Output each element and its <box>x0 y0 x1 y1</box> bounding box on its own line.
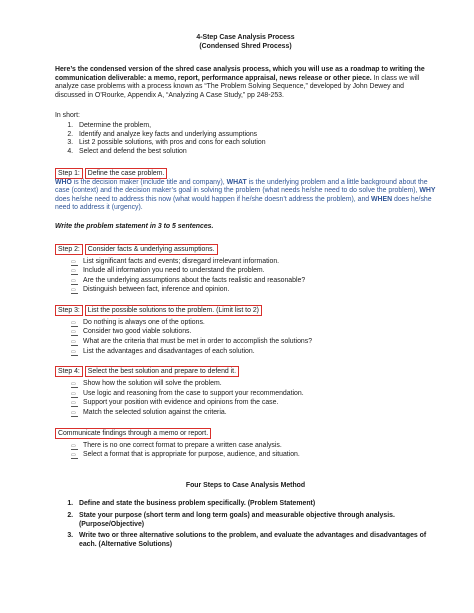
step3-bullets <box>55 319 436 356</box>
step3-text: List the possible solutions to the problem. (Limit list to 2) <box>85 305 262 316</box>
list-item <box>71 258 436 267</box>
list-item <box>71 390 436 399</box>
list-item <box>71 442 436 451</box>
keyboard-bullet-icon: ▭ <box>71 288 78 294</box>
in-short-list <box>55 122 436 156</box>
bullet-text: What are the criteria that must be met in order to accomplish the solutions? <box>83 338 313 346</box>
step1-heading <box>55 168 436 179</box>
when-text: does he/she need to address it (urgency). <box>55 195 432 212</box>
list-item <box>71 319 436 328</box>
why-text: does he/she need to address this now (what would happen if he/she doesn’t address the problem), and <box>55 195 372 203</box>
bullet-text: Do nothing is always one of the options. <box>83 318 205 326</box>
communicate-text: Communicate findings through a memo or report. <box>55 428 211 439</box>
bullet-text: Are the underlying assumptions about the facts realistic and reasonable? <box>83 276 306 284</box>
list-item <box>71 267 436 276</box>
step3-label: Step 3: <box>55 305 83 316</box>
bullet-text: List significant facts and events; disregard irrelevant information. <box>83 257 280 265</box>
why-keyword: WHY <box>419 187 436 195</box>
bullet-text: Match the selected solution against the criteria. <box>83 409 227 417</box>
keyboard-bullet-icon: ▭ <box>71 321 78 327</box>
communicate-bullets <box>55 442 436 460</box>
intro-bold: Here’s the condensed version of the shred case analysis process, which you will use as a roadmap to writing the communication deliverable: a memo, report, performance appraisal, news release or other piece. <box>55 66 425 82</box>
step1-label: Step 1: <box>55 168 83 179</box>
what-keyword: WHAT <box>226 178 247 186</box>
doc-subtitle: (Condensed Shred Process) <box>199 42 292 50</box>
bullet-text: List the advantages and disadvantages of each solution. <box>83 347 255 355</box>
communicate-heading <box>55 428 436 439</box>
intro-paragraph <box>55 66 436 100</box>
bullet-text: Include all information you need to understand the problem. <box>83 267 265 275</box>
step2-heading <box>55 244 436 255</box>
keyboard-bullet-icon: ▭ <box>71 260 78 266</box>
in-short-item: 3. List 2 possible solutions, with pros and cons for each solution <box>75 139 436 148</box>
list-item <box>71 399 436 408</box>
in-short-item: 1. Determine the problem, <box>75 122 436 131</box>
step2-bullets <box>55 258 436 295</box>
four-steps-item: 2. State your purpose (short term and long term goals) and measurable objective through analysis. (Purpose/Objective) <box>75 512 436 529</box>
keyboard-bullet-icon: ▭ <box>71 330 78 336</box>
four-steps-list <box>55 500 436 549</box>
keyboard-bullet-icon: ▭ <box>71 401 78 407</box>
keyboard-bullet-icon: ▭ <box>71 269 78 275</box>
bullet-text: Select a format that is appropriate for purpose, audience, and situation. <box>83 451 300 459</box>
who-text: is the decision maker (include title and company), <box>71 178 227 186</box>
keyboard-bullet-icon: ▭ <box>71 411 78 417</box>
step3-heading <box>55 305 436 316</box>
bullet-text: There is no one correct format to prepare a written case analysis. <box>83 441 282 449</box>
keyboard-bullet-icon: ▭ <box>71 340 78 346</box>
keyboard-bullet-icon: ▭ <box>71 350 78 356</box>
what-text: is the underlying problem and a little background about the case (context) and the decision maker’s goal in solving the problem (what needs he/she need to do solve the problem), <box>55 178 428 195</box>
intro-rest: In class we will analyze case problems with a process known as “The Problem Solving Sequence,” developed by John Dewey and discussed in O’Rourke, Appendix A, “Analyzing A Case Study,” pp 248-253. <box>55 74 420 99</box>
list-item <box>71 451 436 460</box>
in-short-label: In short: <box>55 111 80 119</box>
in-short-item: 2. Identify and analyze key facts and underlying assumptions <box>75 131 436 140</box>
step1-description <box>55 179 436 213</box>
step1-text: Define the case problem. <box>85 168 168 179</box>
list-item <box>71 328 436 337</box>
step4-bullets <box>55 380 436 417</box>
step2-label: Step 2: <box>55 244 83 255</box>
list-item <box>71 348 436 357</box>
step1-instruction: Write the problem statement in 3 to 5 sentences. <box>55 222 214 230</box>
four-steps-item: 3. Write two or three alternative solutions to the problem, and evaluate the advantages and disadvantages of each. (Alternative Solutions) <box>75 532 436 549</box>
step4-text: Select the best solution and prepare to defend it. <box>85 366 239 377</box>
list-item <box>71 277 436 286</box>
who-keyword: WHO <box>55 178 72 186</box>
list-item <box>71 286 436 295</box>
step4-label: Step 4: <box>55 366 83 377</box>
keyboard-bullet-icon: ▭ <box>71 453 78 459</box>
bullet-text: Support your position with evidence and opinions from the case. <box>83 399 279 407</box>
in-short-item: 4. Select and defend the best solution <box>75 148 436 157</box>
step4-heading <box>55 366 436 377</box>
keyboard-bullet-icon: ▭ <box>71 279 78 285</box>
list-item <box>71 338 436 347</box>
bullet-text: Show how the solution will solve the problem. <box>83 380 222 388</box>
when-keyword: WHEN <box>371 195 393 203</box>
list-item <box>71 380 436 389</box>
bullet-text: Use logic and reasoning from the case to support your recommendation. <box>83 389 304 397</box>
keyboard-bullet-icon: ▭ <box>71 382 78 388</box>
four-steps-item: 1. Define and state the business problem specifically. (Problem Statement) <box>75 500 436 509</box>
keyboard-bullet-icon: ▭ <box>71 392 78 398</box>
step2-text: Consider facts & underlying assumptions. <box>85 244 218 255</box>
keyboard-bullet-icon: ▭ <box>71 444 78 450</box>
doc-title: 4-Step Case Analysis Process <box>196 34 295 41</box>
list-item <box>71 409 436 418</box>
bullet-text: Distinguish between fact, inference and opinion. <box>83 286 230 294</box>
bullet-text: Consider two good viable solutions. <box>83 328 192 336</box>
four-steps-title: Four Steps to Case Analysis Method <box>185 481 306 489</box>
